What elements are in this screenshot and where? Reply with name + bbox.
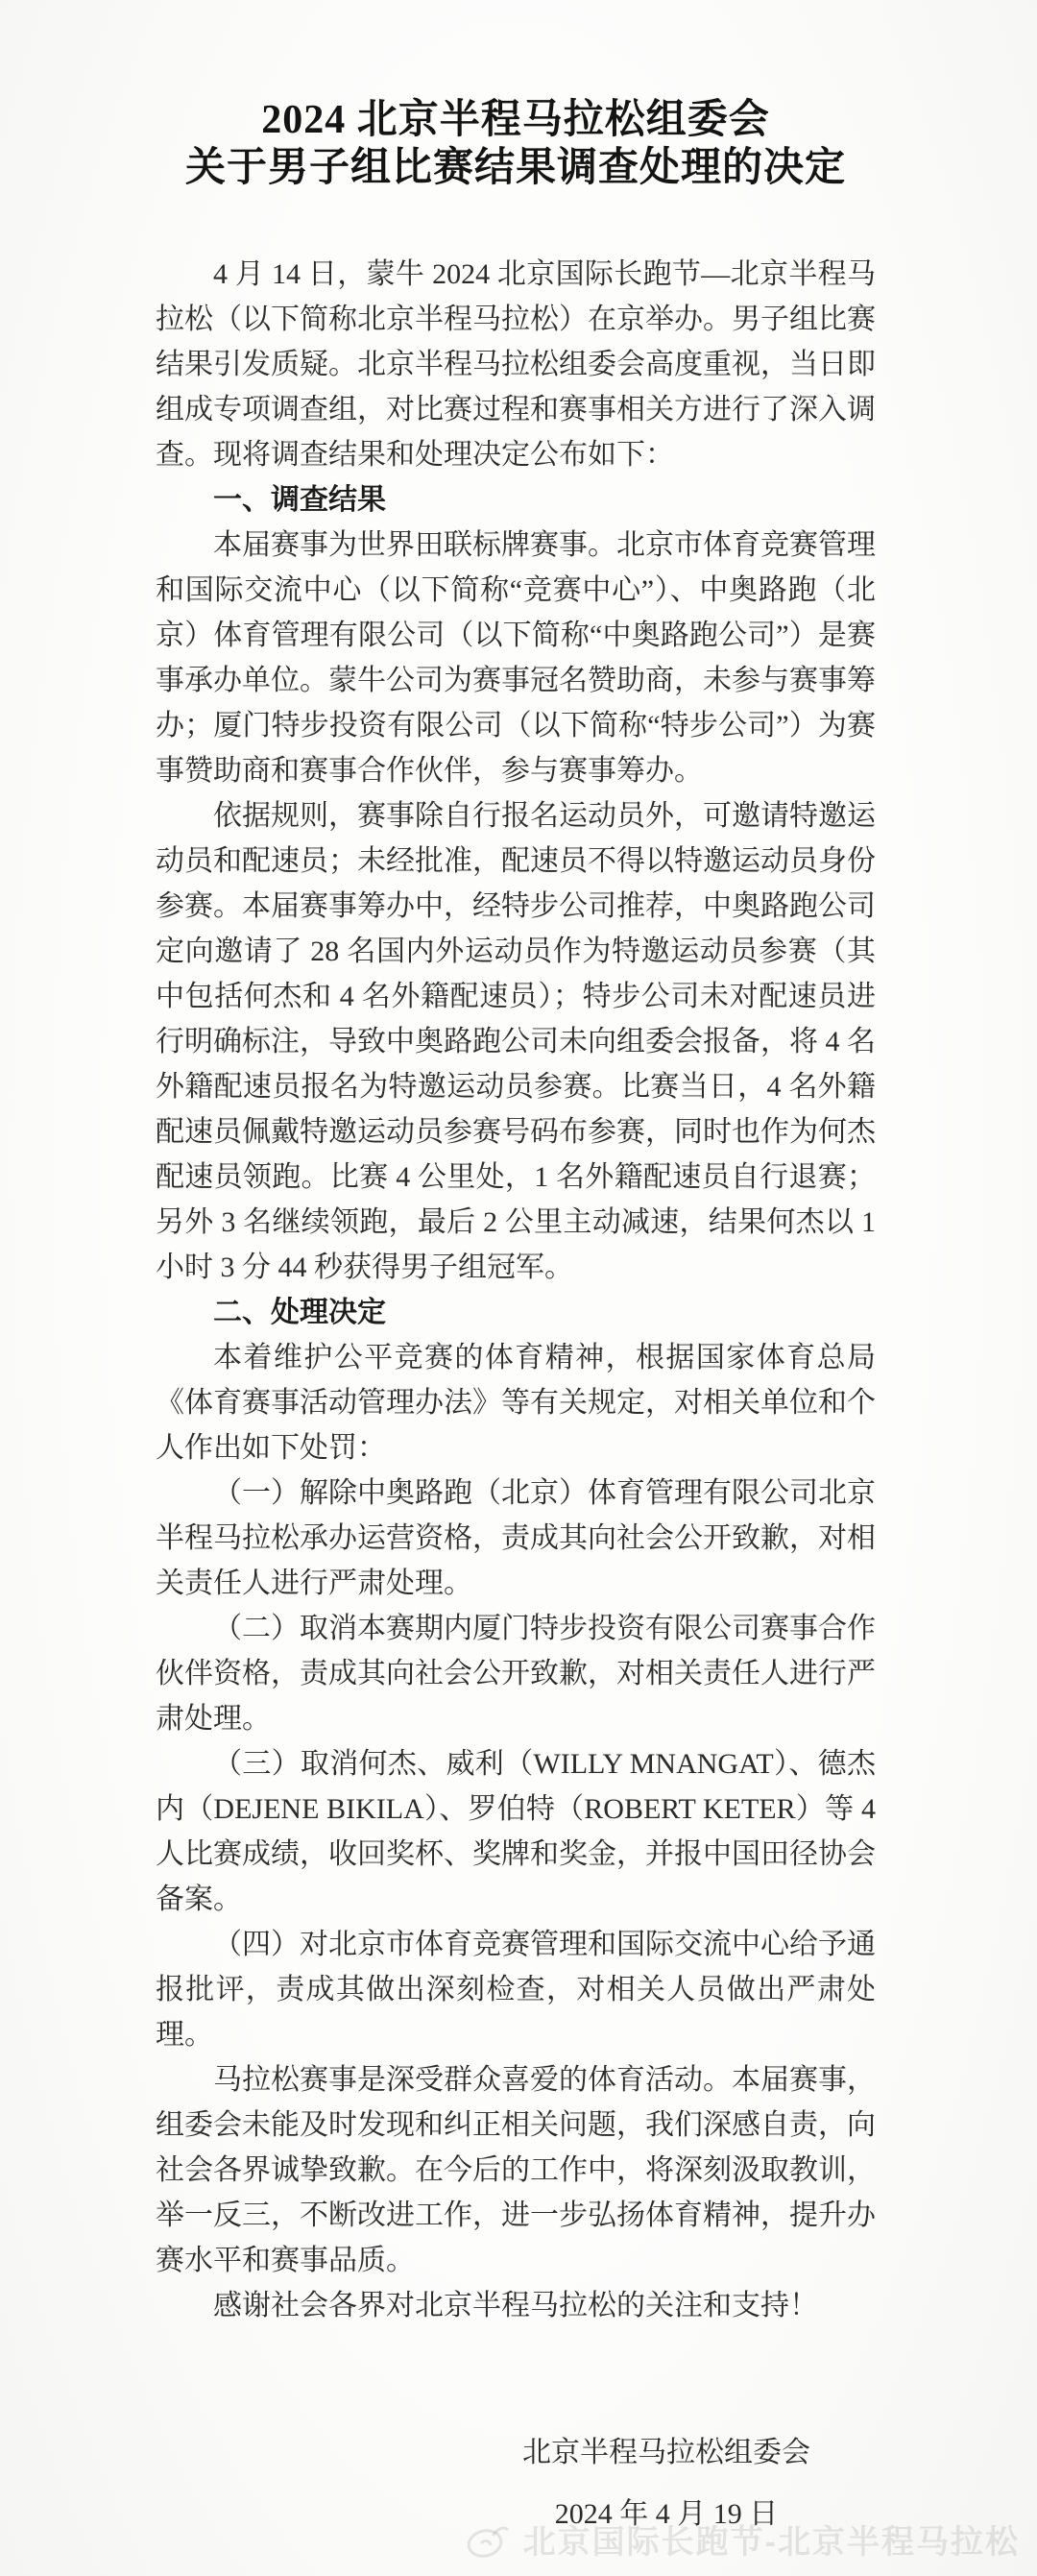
document-title [156, 96, 876, 192]
watermark [464, 2515, 1020, 2563]
document-body [156, 252, 876, 2328]
signature-date: 2024 年 4 月 19 日 [554, 2498, 779, 2530]
section-heading: 二、处理决定 [213, 1297, 386, 1328]
signature-committee: 北京半程马拉松组委会 [522, 2437, 810, 2468]
body-paragraph: 4 月 14 日，蒙牛 2024 北京国际长跑节—北京半程马拉松（以下简称北京半程马拉松）在京举办。男子组比赛结果引发质疑。北京半程马拉松组委会高度重视，当日即组成专项调查组，对比赛过程和赛事相关方进行了深入调查。现将调查结果和处理决定公布如下： [156, 258, 876, 471]
body-paragraph: （二）取消本赛期内厦门特步投资有限公司赛事合作伙伴资格，责成其向社会公开致歉，对相关责任人进行严肃处理。 [156, 1613, 876, 1735]
body-paragraph: （四）对北京市体育竞赛管理和国际交流中心给予通报批评，责成其做出深刻检查，对相关人员做出严肃处理。 [156, 1929, 876, 2051]
body-paragraph: 本着维护公平竞赛的体育精神，根据国家体育总局《体育赛事活动管理办法》等有关规定，对相关单位和个人作出如下处罚： [156, 1342, 876, 1464]
watermark-text: 北京国际长跑节-北京半程马拉松 [522, 2524, 1020, 2561]
title-line-2: 关于男子组比赛结果调查处理的决定 [184, 146, 846, 190]
section-heading: 一、调查结果 [213, 484, 386, 516]
body-paragraph: 感谢社会各界对北京半程马拉松的关注和支持！ [213, 2290, 818, 2321]
run-festival-logo-icon [464, 2518, 514, 2561]
title-line-1: 2024 北京半程马拉松组委会 [261, 98, 770, 142]
body-paragraph: （一）解除中奥路跑（北京）体育管理有限公司北京半程马拉松承办运营资格，责成其向社会公开致歉，对相关责任人进行严肃处理。 [156, 1477, 876, 1599]
body-paragraph: 依据规则，赛事除自行报名运动员外，可邀请特邀运动员和配速员；未经批准，配速员不得以特邀运动员身份参赛。本届赛事筹办中，经特步公司推荐，中奥路跑公司定向邀请了 28 名国内外运动员作为特邀运动员参赛（其中包括何杰和 4 名外籍配速员）；特步公司未对配速员进行明确标注，导致中奥路跑公司未向组委会报备，将 4 名外籍配速员报名为特邀运动员参赛。比赛当日，4 名外籍配速员佩戴特邀运动员参赛号码布参赛，同时也作为何杰配速员领跑。比赛 4 公里处，1 名外籍配速员自行退赛；另外 3 名继续领跑，最后 2 公里主动减速，结果何杰以 1 小时 3 分 44 秒获得男子组冠军。 [156, 800, 876, 1283]
body-paragraph: 本届赛事为世界田联标牌赛事。北京市体育竞赛管理和国际交流中心（以下简称“竞赛中心”）、中奥路跑（北京）体育管理有限公司（以下简称“中奥路跑公司”）是赛事承办单位。蒙牛公司为赛事冠名赞助商，未参与赛事筹办；厦门特步投资有限公司（以下简称“特步公司”）为赛事赞助商和赛事合作伙伴，参与赛事筹办。 [156, 529, 876, 787]
body-paragraph: （三）取消何杰、威利（WILLY MNANGAT）、德杰内（DEJENE BIKILA）、罗伯特（ROBERT KETER）等 4 人比赛成绩，收回奖杯、奖牌和奖金，并报中国田径协会备案。 [156, 1748, 876, 1915]
body-paragraph: 马拉松赛事是深受群众喜爱的体育活动。本届赛事，组委会未能及时发现和纠正相关问题，我们深感自责，向社会各界诚挚致歉。在今后的工作中，将深刻汲取教训，举一反三，不断改进工作，进一步弘扬体育精神，提升办赛水平和赛事品质。 [156, 2064, 876, 2276]
